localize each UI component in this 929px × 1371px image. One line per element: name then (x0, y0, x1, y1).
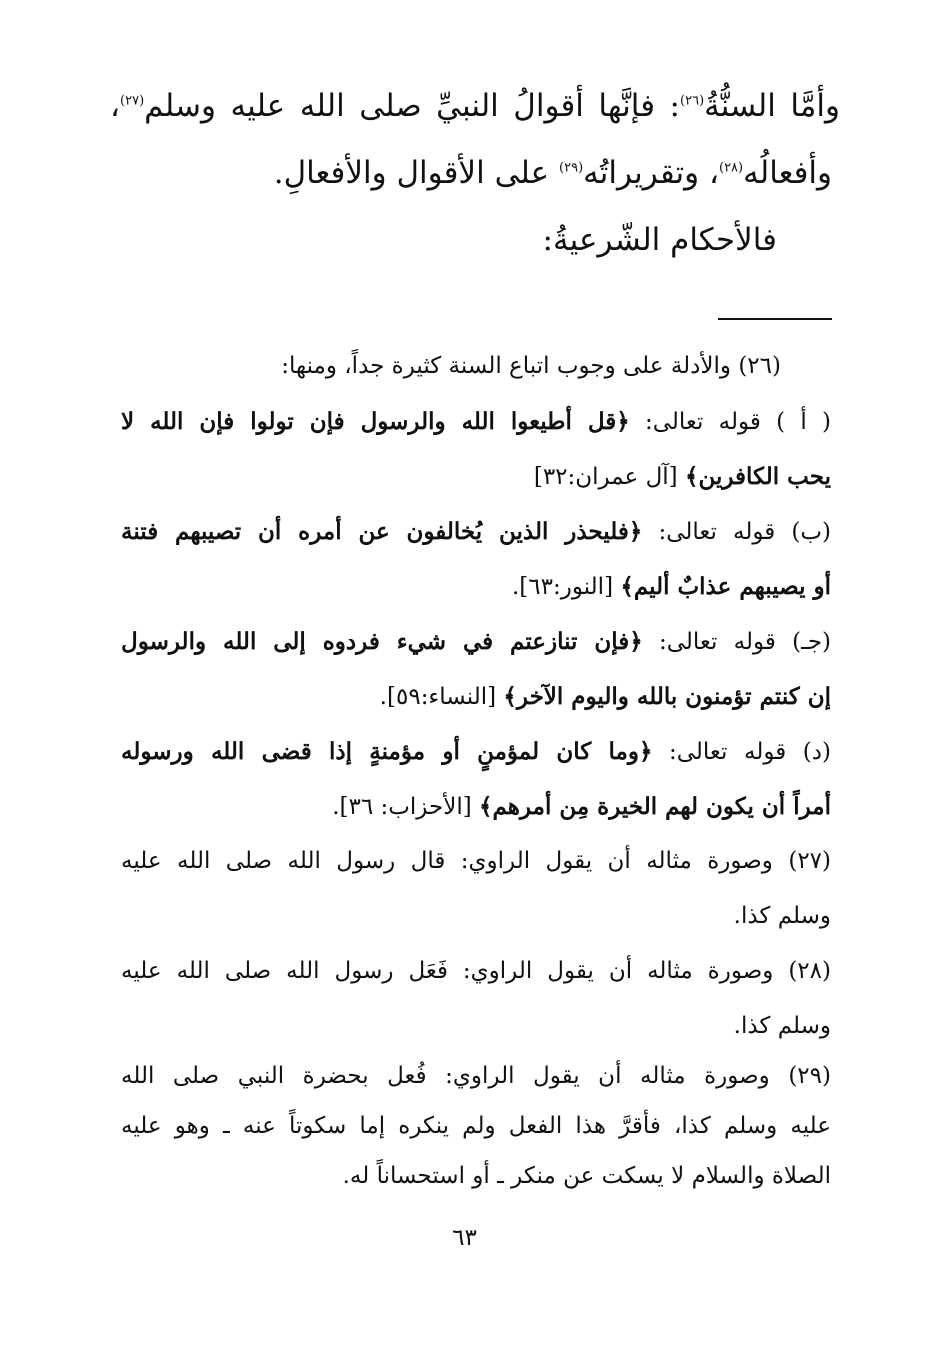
quran-verse: أو يصيبهم عذابٌ أليم﴾ (620, 573, 831, 600)
quran-verse: ﴿فليحذر الذين يُخالفون عن أمره أن تصيبهم فتنة (121, 518, 643, 545)
footnote-27-line-2: وسلم كذا. (733, 903, 831, 929)
footnote-26d-line-1: (د) قوله تعالى: ﴿وما كان لمؤمنٍ أو مؤمنةٍ إذا قضى الله ورسوله (121, 738, 831, 765)
footnote-28-line-2: وسلم كذا. (733, 1013, 831, 1039)
quran-verse: إن كنتم تؤمنون بالله واليوم الآخر﴾ (503, 683, 831, 710)
footnote-27-line-1: (٢٧) وصورة مثاله أن يقول الراوي: قال رسول الله صلى الله عليه (121, 848, 832, 874)
footnote-26: (٢٦) والأدلة على وجوب اتباع السنة كثيرة جداً، ومنها: (281, 353, 781, 379)
quran-verse: أمراً أن يكون لهم الخيرة مِن أمرهم﴾ (479, 793, 831, 820)
footnote-26b-line-1: (ب) قوله تعالى: ﴿فليحذر الذين يُخالفون عن أمره أن تصيبهم فتنة (121, 518, 831, 545)
footnote-separator (718, 318, 832, 320)
footnote-26a-line-1: ( أ ) قوله تعالى: ﴿قل أطيعوا الله والرسول فإن تولوا فإن الله لا (121, 408, 831, 435)
quran-verse: ﴿فإن تنازعتم في شيء فردوه إلى الله والرسول (121, 628, 643, 655)
footnote-26c-line-2: إن كنتم تؤمنون بالله واليوم الآخر﴾ [النساء:٥٩]. (379, 683, 831, 710)
footnote-ref-28: (٢٨) (719, 160, 744, 176)
main-heading-shariah-rulings: فالأحكام الشّرعيةُ: (542, 222, 777, 258)
footnote-26d-line-2: أمراً أن يكون لهم الخيرة مِن أمرهم﴾ [الأحزاب: ٣٦]. (332, 793, 831, 820)
footnote-29-line-3: الصلاة والسلام لا يسكت عن منكر ـ أو استحساناً له. (342, 1163, 831, 1189)
footnote-ref-29: (٢٩) (559, 160, 584, 176)
quran-verse: يحب الكافرين﴾ (684, 463, 831, 490)
quran-verse: ﴿قل أطيعوا الله والرسول فإن تولوا فإن الله لا (121, 408, 630, 435)
footnote-29-line-1: (٢٩) وصورة مثاله أن يقول الراوي: فُعل بحضرة النبي صلى الله (121, 1063, 831, 1089)
quran-verse: ﴿وما كان لمؤمنٍ أو مؤمنةٍ إذا قضى الله ورسوله (121, 738, 653, 765)
footnote-ref-27: (٢٧) (120, 93, 145, 109)
footnote-26a-line-2: يحب الكافرين﴾ [آل عمران:٣٢] (533, 463, 831, 490)
page-number: ٦٣ (452, 1225, 477, 1251)
footnote-26c-line-1: (جـ) قوله تعالى: ﴿فإن تنازعتم في شيء فردوه إلى الله والرسول (121, 628, 832, 655)
footnote-26b-line-2: أو يصيبهم عذابٌ أليم﴾ [النور:٦٣]. (511, 573, 831, 600)
main-line-2: وأفعالُه$^{(٢٨)}$، وتقريراتُه$^{(٢٩)}$ على الأقوال والأفعالِ. (273, 155, 832, 191)
footnote-28-line-1: (٢٨) وصورة مثاله أن يقول الراوي: فَعَل رسول الله صلى الله عليه (121, 958, 831, 984)
footnote-ref-26: (٢٦) (680, 93, 705, 109)
main-line-1: وأمَّا السنُّةُ$^{(٢٦)}$: فإنَّها أقوالُ النبيِّ صلى الله عليه وسلم$^{(٢٧)}$، (110, 88, 840, 124)
footnote-29-line-2: عليه وسلم كذا، فأقرَّ هذا الفعل ولم ينكره إما سكوتاً عنه ـ وهو عليه (121, 1113, 831, 1139)
